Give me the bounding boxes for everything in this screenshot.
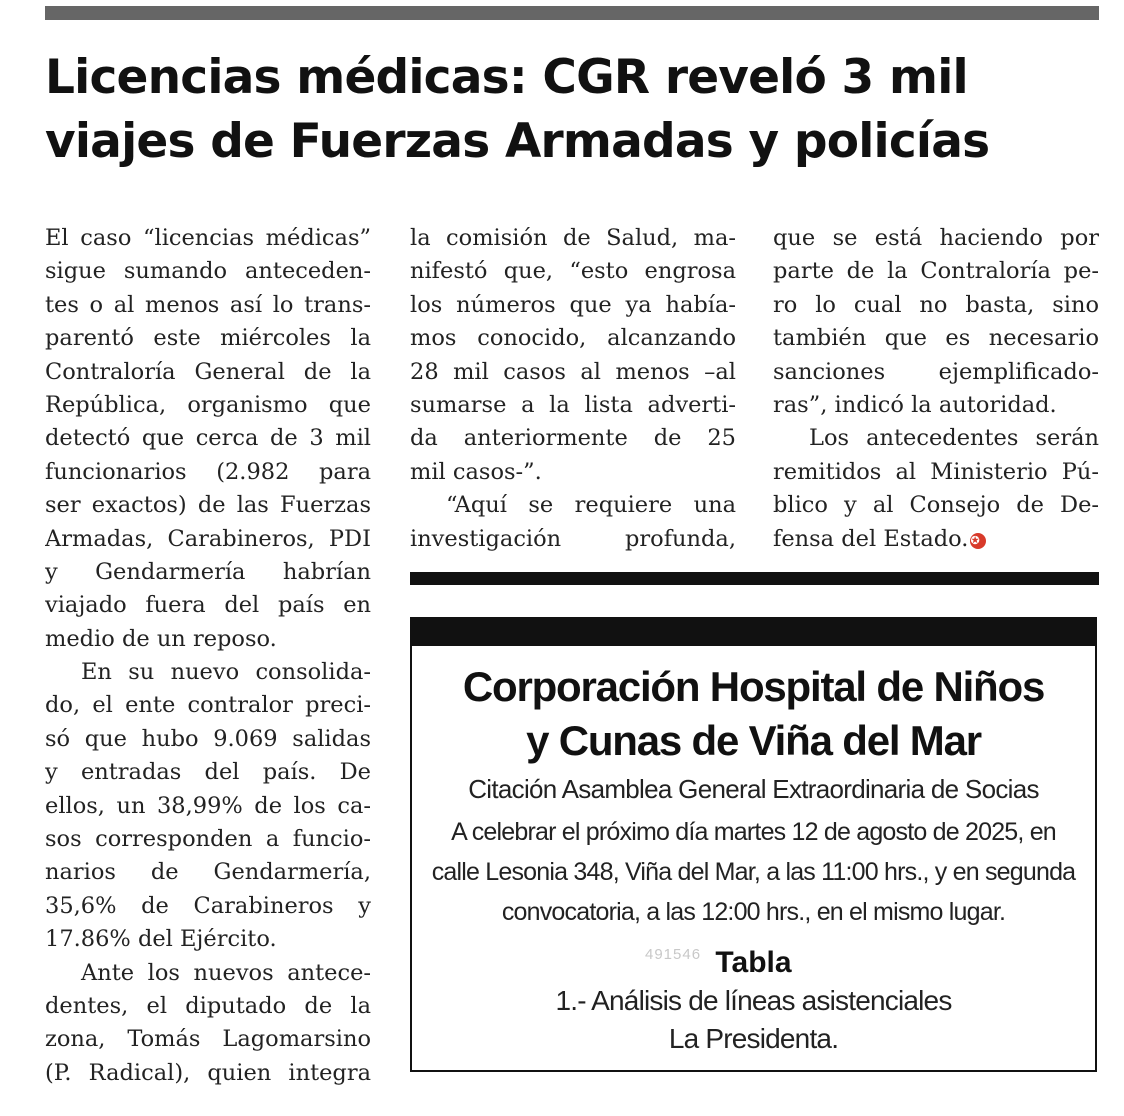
article-column-3 xyxy=(773,222,1099,556)
article-line: la comisión de Salud, ma- xyxy=(410,225,736,251)
article-line: que se está haciendo por xyxy=(773,225,1099,251)
article-line: Contraloría General de la xyxy=(45,358,371,385)
article-line: “Aquí se requiere una xyxy=(446,492,736,519)
notice-subtitle: Citación Asamblea General Extraordinaria de Socias xyxy=(468,774,1039,804)
article-line: República, organismo que xyxy=(45,391,371,418)
notice-body-line-1: A celebrar el próximo día martes 12 de agosto de 2025, en xyxy=(451,818,1056,846)
article-line: El caso “licencias médicas” xyxy=(45,225,371,251)
article-line: parte de la Contraloría pe- xyxy=(773,258,1099,285)
article-line: (P. Radical), quien integra xyxy=(45,1059,371,1086)
article-line-final xyxy=(773,523,1099,556)
article-line: nifestó que, “esto engrosa xyxy=(410,258,736,285)
article-line: sigue sumando anteceden- xyxy=(45,258,371,285)
article-line: Ante los nuevos antece- xyxy=(81,959,371,986)
article-line: do, el ente contralor preci- xyxy=(45,692,371,719)
article-line: medio de un reposo. xyxy=(45,625,277,652)
headline xyxy=(45,46,1105,174)
article-line: y Gendarmería habrían xyxy=(45,558,371,585)
article-line: ras”, indicó la autoridad. xyxy=(773,391,1057,418)
article-line: En su nuevo consolida- xyxy=(81,659,371,686)
article-line: sanciones ejemplificado- xyxy=(773,358,1099,385)
article-line: Armadas, Carabineros, PDI xyxy=(45,525,371,552)
headline-line-2: viajes de Fuerzas Armadas y policías xyxy=(45,114,990,169)
article-line: y entradas del país. De xyxy=(45,759,371,786)
notice-header-bar xyxy=(412,619,1095,646)
article-line: dentes, el diputado de la xyxy=(45,992,371,1019)
article-line: tes o al menos así lo trans- xyxy=(45,291,371,318)
article-line: 35,6% de Carabineros y xyxy=(45,892,371,919)
article-line: narios de Gendarmería, xyxy=(45,859,371,886)
article-line: remitidos al Ministerio Pú- xyxy=(773,458,1099,485)
notice-signature: La Presidenta. xyxy=(668,1023,839,1054)
article-line: só que hubo 9.069 salidas xyxy=(45,725,371,752)
article-column-2 xyxy=(410,222,736,556)
article-line: viajado fuera del país en xyxy=(45,592,371,619)
end-mark-icon: ✪ xyxy=(970,533,986,549)
notice-title xyxy=(412,660,1095,768)
article-line-text: fensa del Estado. xyxy=(773,525,969,552)
article-line: ro lo cual no basta, sino xyxy=(773,291,1099,318)
watermark: 491546 xyxy=(645,946,702,963)
article-line: sumarse a la lista adverti- xyxy=(410,391,736,418)
notice-box xyxy=(410,617,1097,1072)
notice-body xyxy=(412,812,1095,932)
section-divider xyxy=(410,572,1099,585)
article-line: ser exactos) de las Fuerzas xyxy=(45,492,371,519)
article-line: parentó este miércoles la xyxy=(45,325,371,352)
article-line: funcionarios (2.982 para xyxy=(45,458,371,485)
notice-body-line-3: convocatoria, a las 12:00 hrs., en el mismo lugar. xyxy=(501,898,1006,926)
article-line: detectó que cerca de 3 mil xyxy=(45,425,371,452)
article-line: mil casos-”. xyxy=(410,458,542,485)
article-line: los números que ya había- xyxy=(410,291,736,318)
article-line: da anteriormente de 25 xyxy=(410,425,736,452)
article-line: también que es necesario xyxy=(773,325,1099,352)
notice-body-line-2: calle Lesonia 348, Viña del Mar, a las 11:00 hrs., y en segunda xyxy=(431,858,1076,886)
notice-title-line-2: y Cunas de Viña del Mar xyxy=(526,717,981,764)
article-line: ellos, un 38,99% de los ca- xyxy=(45,792,371,819)
article-line: sos corresponden a funcio- xyxy=(45,826,371,853)
article-column-1 xyxy=(45,222,371,1090)
notice-title-line-1: Corporación Hospital de Niños xyxy=(462,663,1045,710)
headline-line-1: Licencias médicas: CGR reveló 3 mil xyxy=(45,50,968,105)
article-line: Los antecedentes serán xyxy=(809,425,1099,452)
notice-agenda-item: 1.- Análisis de líneas asistenciales xyxy=(555,985,952,1016)
notice-agenda-heading: Tabla xyxy=(715,946,792,979)
article-line: investigación profunda, xyxy=(410,525,736,552)
article-line: mos conocido, alcanzando xyxy=(410,325,736,352)
article-line: 28 mil casos al menos –al xyxy=(410,358,736,385)
article-line: zona, Tomás Lagomarsino xyxy=(45,1026,371,1053)
top-rule xyxy=(45,6,1099,20)
article-line: 17.86% del Ejército. xyxy=(45,926,277,953)
article-line: blico y al Consejo de De- xyxy=(773,492,1099,519)
